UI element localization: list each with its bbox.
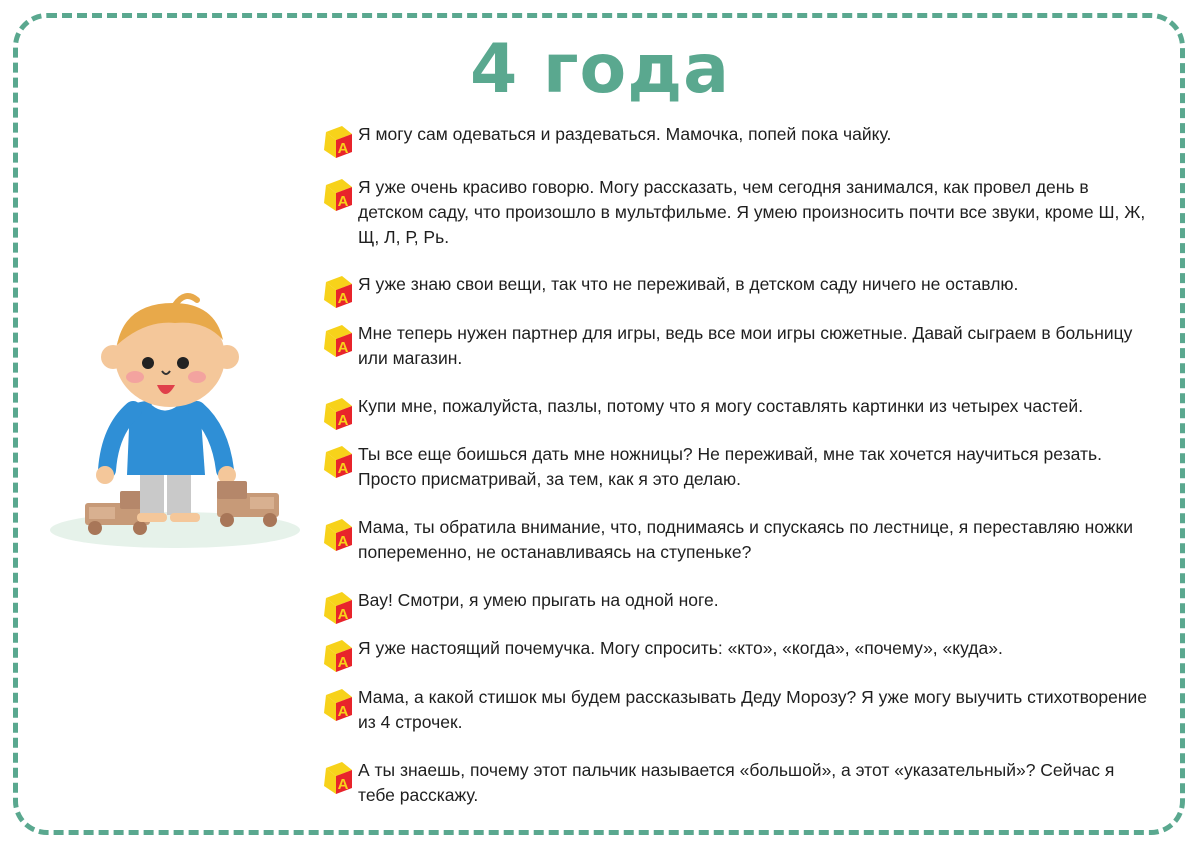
- list-item: [320, 175, 1150, 250]
- list-item-text: А ты знаешь, почему этот пальчик называется «большой», а этот «указательный»? Сейчас я тебе расскажу.: [358, 760, 1115, 805]
- letter-block-icon: [320, 177, 354, 213]
- letter-block-icon: [320, 687, 354, 723]
- letter-block-icon: [320, 396, 354, 432]
- list-item: [320, 321, 1150, 371]
- list-item-text: Купи мне, пожалуйста, пазлы, потому что я могу составлять картинки из четырех частей.: [358, 396, 1084, 416]
- letter-block-icon: [320, 124, 354, 160]
- letter-block-icon: [320, 444, 354, 480]
- letter-block-icon: [320, 638, 354, 674]
- list-item: [320, 588, 1150, 626]
- letter-block-icon: [320, 590, 354, 626]
- list-item-text: Я уже настоящий почемучка. Могу спросить: «кто», «когда», «почему», «куда».: [358, 638, 1003, 658]
- list-item: [320, 122, 1150, 160]
- letter-block-icon: [320, 323, 354, 359]
- letter-block-icon: [320, 517, 354, 553]
- list-item: [320, 636, 1150, 674]
- list-item-text: Я уже очень красиво говорю. Могу рассказать, чем сегодня занимался, как провел день в детском саду, что произошло в мультфильме. Я умею произносить почти все звуки, кроме Ш, Ж, Щ, Л, Р, Рь.: [358, 177, 1146, 247]
- list-item: [320, 758, 1150, 808]
- list-item-text: Я уже знаю свои вещи, так что не переживай, в детском саду ничего не оставлю.: [358, 274, 1019, 294]
- boy-illustration: [45, 285, 305, 560]
- list-item: [320, 685, 1150, 735]
- list-item-text: Мне теперь нужен партнер для игры, ведь все мои игры сюжетные. Давай сыграем в больницу или магазин.: [358, 323, 1133, 368]
- list-item-text: Ты все еще боишься дать мне ножницы? Не переживай, мне так хочется научиться резать. Просто присматривай, за тем, как я это делаю.: [358, 444, 1102, 489]
- list-item-text: Мама, ты обратила внимание, что, поднимаясь и спускаясь по лестнице, я переставляю ножки попеременно, не останавливаясь на ступеньке?: [358, 517, 1133, 562]
- list-item: [320, 442, 1150, 492]
- list-item: [320, 515, 1150, 565]
- list-item-text: Мама, а какой стишок мы будем рассказывать Деду Морозу? Я уже могу выучить стихотворение из 4 строчек.: [358, 687, 1148, 732]
- list-item: [320, 394, 1150, 432]
- letter-block-icon: [320, 274, 354, 310]
- list-item-text: Я могу сам одеваться и раздеваться. Мамочка, попей пока чайку.: [358, 124, 892, 144]
- letter-block-icon: [320, 760, 354, 796]
- page-title: 4 года: [469, 30, 731, 109]
- list-item: [320, 272, 1150, 310]
- list-item-text: Вау! Смотри, я умею прыгать на одной ноге.: [358, 590, 719, 610]
